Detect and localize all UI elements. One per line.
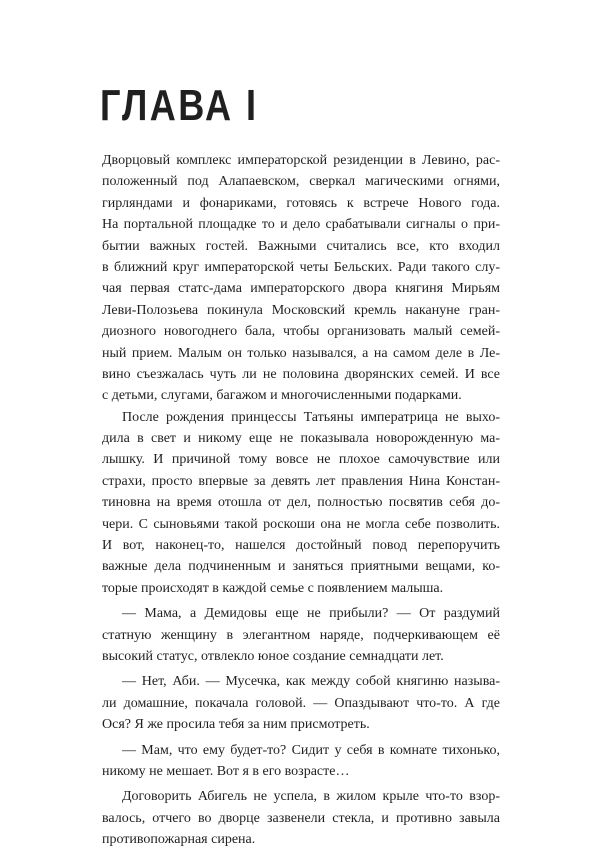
text-line: тиновна на время отошла от дел, полностью посвятив себя до- xyxy=(102,495,500,511)
text-line: с детьми, слугами, багажом и многочисленными подарками. xyxy=(102,388,462,404)
text-line: высокий статус, отвлекло юное создание семнадцати лет. xyxy=(102,648,444,664)
text-line: противопожарная сирена. xyxy=(102,832,256,848)
text-line: лышку. И причиной тому вовсе не плохое самочувствие или xyxy=(102,452,500,468)
text-line: диозного новогоднего бала, чтобы организовать малый семей- xyxy=(102,324,500,340)
text-line: ли домашние, покачала головой. — Опаздывают что-то. А где xyxy=(102,695,500,711)
paragraph xyxy=(102,786,500,850)
text-line: Договорить Абигель не успела, в жилом крыле что-то взор- xyxy=(122,789,500,805)
text-line: После рождения принцессы Татьяны императрица не выхо- xyxy=(122,409,500,425)
paragraph xyxy=(102,603,500,667)
paragraph xyxy=(102,407,500,600)
paragraph xyxy=(102,671,500,735)
text-line: валось, отчего во дворце зазвенели стекла, и противно завыла xyxy=(102,810,500,826)
text-line: в ближний круг императорской четы Бельских. Ради такого слу- xyxy=(102,259,500,275)
text-line: — Мама, а Демидовы еще не прибыли? — От раздумий xyxy=(122,606,500,622)
text-line: бытии важных гостей. Важными считались все, кто входил xyxy=(102,238,500,254)
text-line: статную женщину в элегантном наряде, подчеркивающем её xyxy=(102,627,500,643)
chapter-title: ГЛАВА I xyxy=(100,81,259,130)
text-line: ный прием. Малым он только назывался, а на самом деле в Ле- xyxy=(102,345,500,361)
text-line: чая первая статс-дама императорского двора княгиня Мирьям xyxy=(102,281,500,297)
text-line: На портальной площадке то и дело срабатывали сигналы о при- xyxy=(102,217,500,233)
text-line: Ося? Я же просила тебя за ним присмотреть. xyxy=(102,717,370,733)
text-line: Дворцовый комплекс императорской резиденции в Левино, рас- xyxy=(102,153,500,168)
text-line: дила в свет и никому еще не показывала новорожденную ма- xyxy=(102,431,500,447)
body-text xyxy=(102,150,500,851)
text-line: важные дела подчиненным и заняться приятными вещами, ко- xyxy=(102,559,500,575)
text-line: гирляндами и фонариками, готовясь к встрече Нового года. xyxy=(102,195,500,211)
text-line: — Нет, Аби. — Мусечка, как между собой княгиню называ- xyxy=(122,674,500,690)
text-line: чери. С сыновьями такой роскоши она не могла себе позволить. xyxy=(102,516,500,532)
text-line: — Мам, что ему будет-то? Сидит у себя в комнате тихонько, xyxy=(122,742,500,758)
text-line: никому не мешает. Вот я в его возрасте… xyxy=(102,763,350,779)
text-line: вино съезжалась чуть ли не половина дворянских семей. И все xyxy=(102,366,500,382)
paragraph xyxy=(102,150,500,407)
text-line: Леви-Полозьева покинула Московский кремль накануне гран- xyxy=(102,302,500,318)
text-line: страхи, просто впервые за девять лет правления Нина Констан- xyxy=(102,473,500,489)
text-line: И вот, наконец-то, нашелся достойный повод перепоручить xyxy=(102,538,500,554)
text-line: торые происходят в каждой семье с появлением малыша. xyxy=(102,580,444,596)
paragraph xyxy=(102,740,500,783)
text-line: положенный под Алапаевском, сверкал магическими огнями, xyxy=(102,174,500,190)
